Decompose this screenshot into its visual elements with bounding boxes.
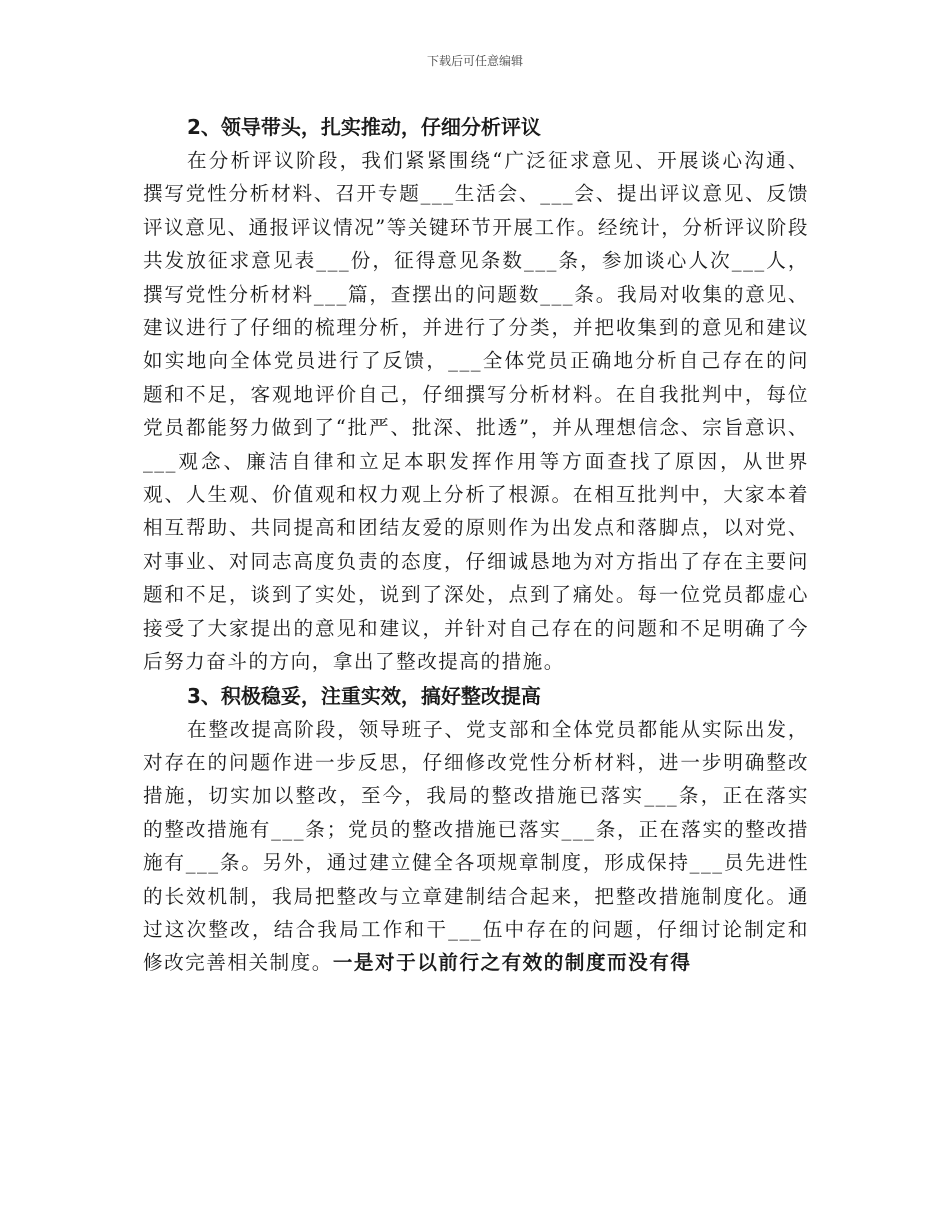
- paragraph-text: 在整改提高阶段，领导班子、党支部和全体党员都能从实际出发，对存在的问题作进一步反思，仔细修改党性分析材料，进一步明确整改措施，切实加以整改，至今，我局的整改措施已落实___条，正在落实的整改措施有___条；党员的整改措施已落实___条，正在落实的整改措施有___条。另外，通过建立健全各项规章制度，形成保持___员先进性的长效机制，我局把整改与立章建制结合起来，把整改措施制度化。通过这次整改，结合我局工作和干___伍中存在的问题，仔细讨论制定和修改完善相关制度。: [143, 717, 809, 975]
- section-heading: 2、领导带头，扎实推动，仔细分析评议: [187, 115, 541, 139]
- document-body: [143, 110, 809, 980]
- section-paragraph: [143, 713, 809, 980]
- paragraph-bold-text: 一是对于以前行之有效的制度而没有得: [332, 951, 692, 975]
- section-paragraph: 在分析评议阶段，我们紧紧围绕“广泛征求意见、开展谈心沟通、撰写党性分析材料、召开专题___生活会、___会、提出评议意见、反馈评议意见、通报评议情况”等关键环节开展工作。经统计，分析评议阶段共发放征求意见表___份，征得意见条数___条，参加谈心人次___人，撰写党性分析材料___篇，查摆出的问题数___条。我局对收集的意见、建议进行了仔细的梳理分析，并进行了分类，并把收集到的意见和建议如实地向全体党员进行了反馈，___全体党员正确地分析自己存在的问题和不足，客观地评价自己，仔细撰写分析材料。在自我批判中，每位党员都能努力做到了“批严、批深、批透”，并从理想信念、宗旨意识、___观念、廉洁自律和立足本职发挥作用等方面查找了原因，从世界观、人生观、价值观和权力观上分析了根源。在相互批判中，大家本着相互帮助、共同提高和团结友爱的原则作为出发点和落脚点，以对党、对事业、对同志高度负责的态度，仔细诚恳地为对方指出了存在主要问题和不足，谈到了实处，说到了深处，点到了痛处。每一位党员都虚心接受了大家提出的意见和建议，并针对自己存在的问题和不足明确了今后努力奋斗的方向，拿出了整改提高的措施。: [143, 149, 809, 674]
- header-note: 下载后可任意编辑: [426, 54, 523, 68]
- section-heading: 3、积极稳妥，注重实效，搞好整改提高: [187, 683, 541, 708]
